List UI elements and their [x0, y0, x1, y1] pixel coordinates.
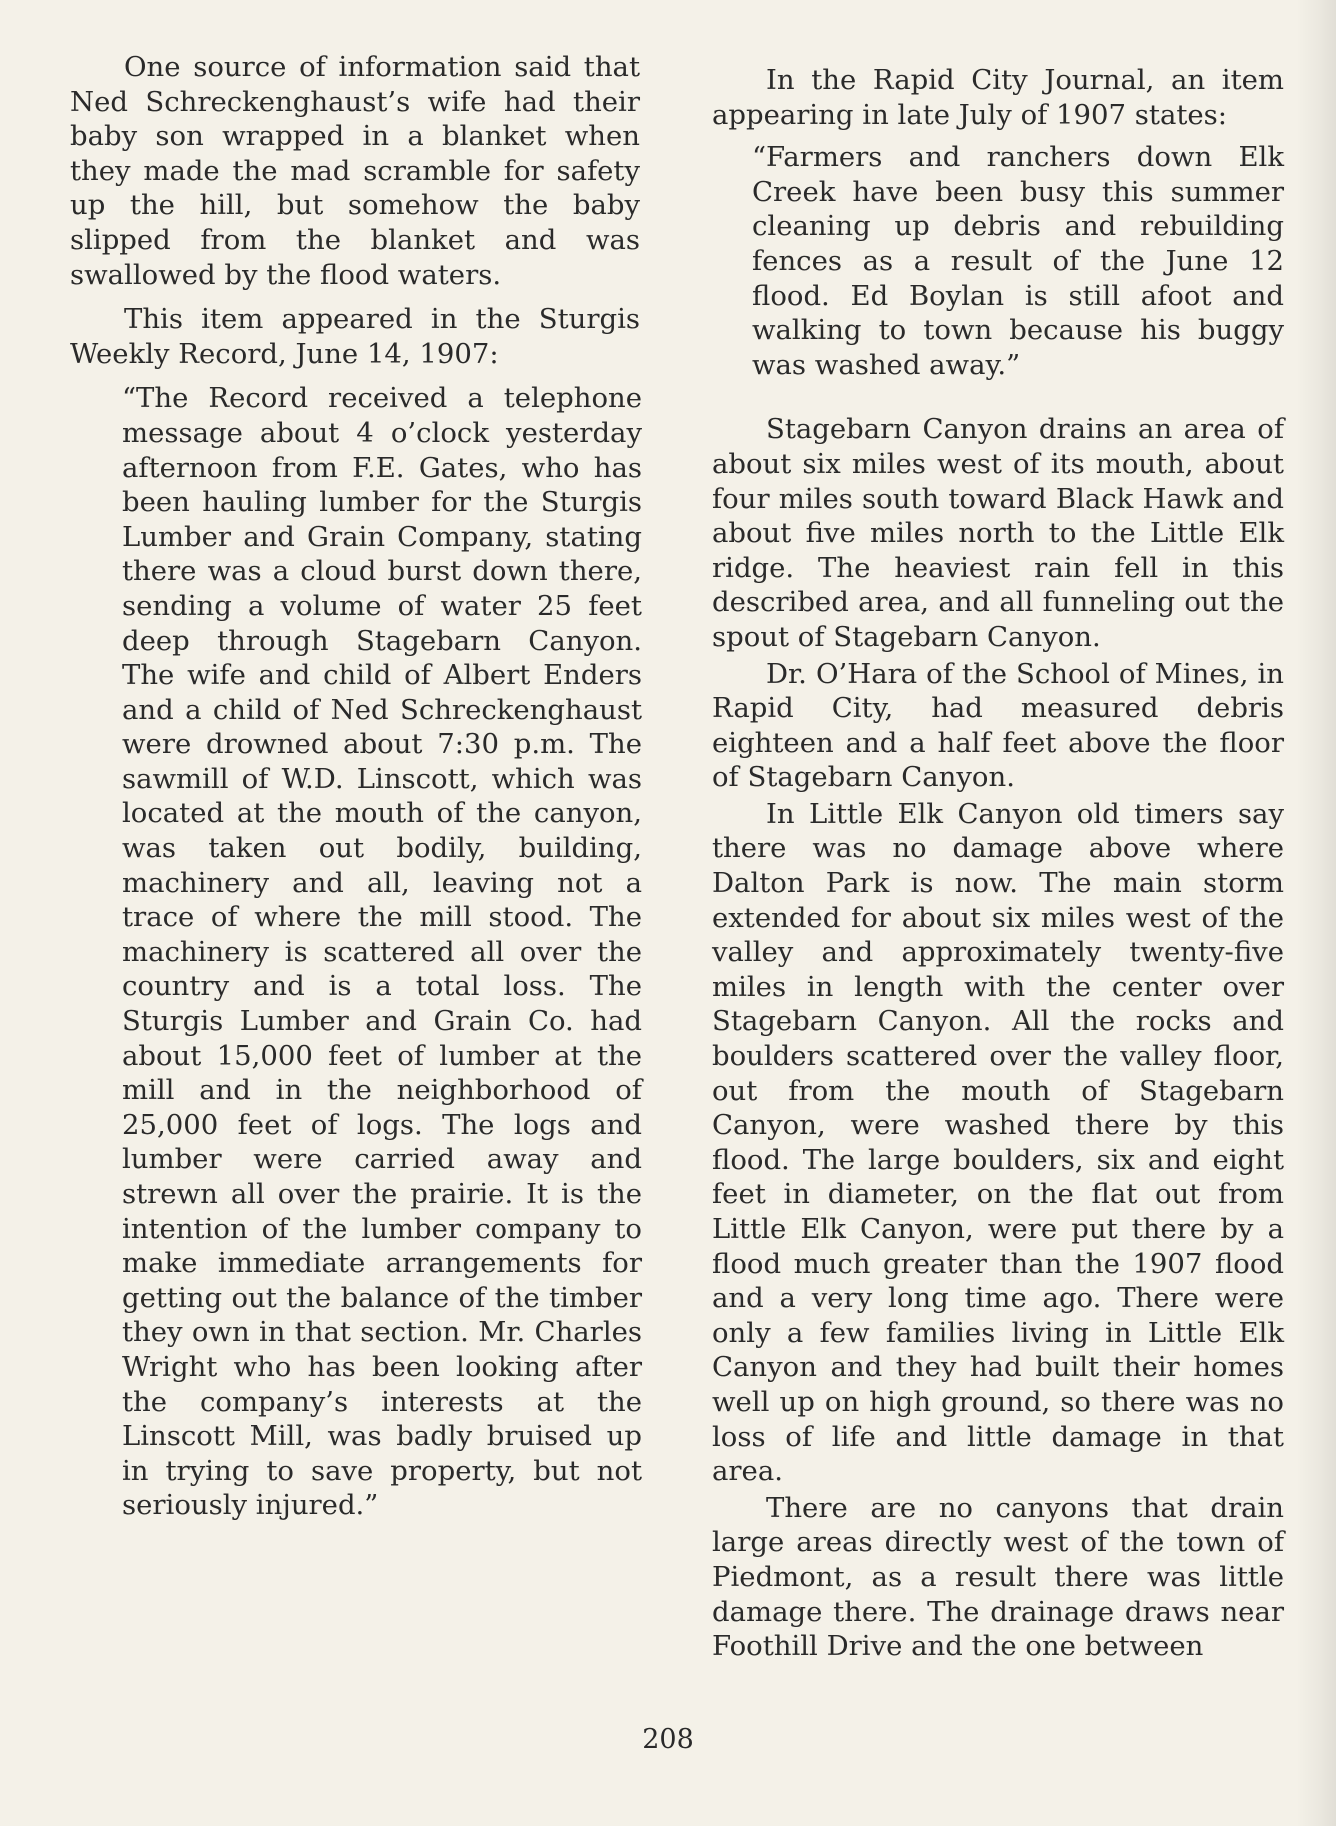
rapid-city-journal-quote: “Farmers and ranchers down Elk Creek have been busy this summer cleaning up debris and rebuilding fences as a result of the June 12 flood. Ed Boylan is still afoot and walking to town because his buggy was washed away.” — [752, 141, 1284, 381]
right-paragraph-5: There are no canyons that drain large areas directly west of the town of Piedmont, as a result there was little damage there. The drainage draws near Foothill Drive and the one between — [712, 1491, 1284, 1663]
right-paragraph-1: In the Rapid City Journal, an item appearing in late July of 1907 states: — [712, 64, 1284, 131]
left-column — [70, 50, 640, 1523]
right-column — [712, 63, 1284, 1664]
sturgis-record-quote: “The Record received a telephone message about 4 o’clock yesterday afternoon from F.E. Gates, who has been hauling lumber for the Sturgis Lumber and Grain Company, stating there was a cloud burst down there, sending a volume of water 25 feet deep through Stagebarn Canyon. The wife and child of Albert Enders and a child of Ned Schreckenghaust were drowned about 7:30 p.m. The sawmill of W.D. Linscott, which was located at the mouth of the canyon, was taken out bodily, building, machinery and all, leaving not a trace of where the mill stood. The machinery is scattered all over the country and is a total loss. The Sturgis Lumber and Grain Co. had about 15,000 feet of lumber at the mill and in the neighborhood of 25,000 feet of logs. The logs and lumber were carried away and strewn all over the prairie. It is the intention of the lumber company to make immediate arrangements for getting out the balance of the timber they own in that section. Mr. Charles Wright who has been looking after the company’s interests at the Linscott Mill, was badly bruised up in trying to save property, but not seriously injured.” — [122, 382, 642, 1522]
left-paragraph-2: This item appeared in the Sturgis Weekly Record, June 14, 1907: — [70, 303, 640, 370]
left-paragraph-1: One source of information said that Ned Schreckenghaust’s wife had their baby son wrapped in a blanket when they made the mad scramble for safety up the hill, but somehow the baby slipped from the blanket and was swallowed by the flood waters. — [70, 51, 640, 291]
page-number: 208 — [642, 1724, 694, 1755]
right-paragraph-2: Stagebarn Canyon drains an area of about six miles west of its mouth, about four miles south toward Black Hawk and about five miles north to the Little Elk ridge. The heaviest rain fell in this described area, and all funneling out the spout of Stagebarn Canyon. — [712, 413, 1284, 653]
page-edge-shadow — [1296, 0, 1336, 1826]
right-paragraph-4: In Little Elk Canyon old timers say there was no damage above where Dalton Park is now. The main storm extended for about six miles west of the valley and approximately twenty-five miles in length with the center over Stagebarn Canyon. All the rocks and boulders scattered over the valley floor, out from the mouth of Stagebarn Canyon, were washed there by this flood. The large boulders, six and eight feet in diameter, on the flat out from Little Elk Canyon, were put there by a flood much greater than the 1907 flood and a very long time ago. There were only a few families living in Little Elk Canyon and they had built their homes well up on high ground, so there was no loss of life and little damage in that area. — [712, 797, 1284, 1488]
right-paragraph-3: Dr. O’Hara of the School of Mines, in Rapid City, had measured debris eighteen and a half feet above the floor of Stagebarn Canyon. — [712, 657, 1284, 794]
